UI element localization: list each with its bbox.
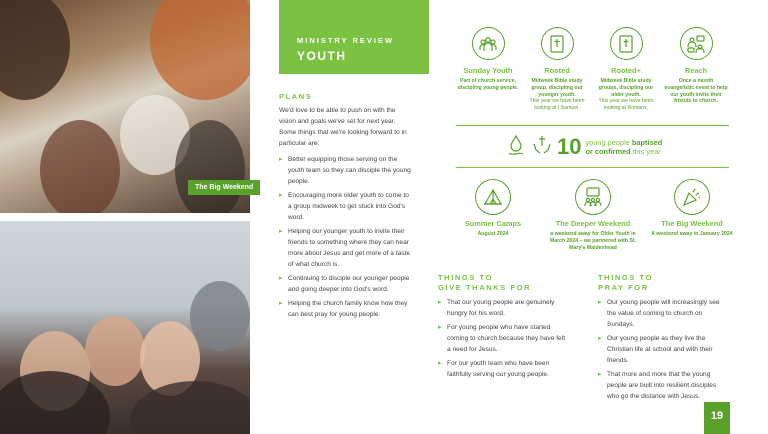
plans-heading: PLANS (279, 92, 313, 101)
event-name: Summer Camps (464, 219, 522, 228)
ministry-reach (664, 27, 728, 105)
page-title: YOUTH (297, 49, 347, 63)
list-item: ▸ Encouraging more older youth to come to a group midweek to get stuck into God's word. (279, 190, 414, 223)
water-drop-icon (507, 134, 525, 161)
presentation-icon (575, 179, 611, 215)
ministry-desc: Midweek Bible study group, discipling our younger youth. (531, 78, 583, 98)
pray-heading: THINGS TO PRAY FOR (598, 273, 654, 292)
list-item: ▸ That our young people are genuinely hungry for his word. (438, 297, 568, 319)
ministry-rooted (525, 27, 589, 112)
plans-intro: We'd love to be able to push on with the vision and goals we've set for next year. Some things that we're looking forward to in particular are: (279, 107, 407, 147)
ministry-extra: This year we have been looking at I Samuel. (529, 98, 585, 112)
group-icon (472, 27, 505, 60)
list-item: ▸ Better equipping those serving on the youth team so they can disciple the young people. (279, 154, 414, 187)
plans-list (279, 154, 414, 323)
section-title-box (279, 0, 429, 74)
list-item: ▸ Helping our younger youth to invite their friends to something where they can hear more about Jesus and get more of a taste of what church is. (279, 226, 414, 270)
thanks-list (438, 297, 568, 383)
tent-icon (475, 179, 511, 215)
bible-icon (541, 27, 574, 60)
event-desc: A weekend away in January 2024 (651, 231, 733, 237)
list-item: ▸ For young people who have started coming to church because they have felt a need for Jesus. (438, 322, 568, 355)
ministry-desc: Midweek Bible study groups, discipling our older youth. (598, 78, 654, 98)
cross-hands-icon (531, 134, 553, 161)
photo-youth-group-bottom (0, 221, 250, 434)
page-number: 19 (704, 402, 730, 434)
chat-icon (680, 27, 713, 60)
event-name: The Big Weekend (661, 219, 723, 228)
ministry-extra: This year we have been looking at Romans. (598, 98, 654, 112)
section-label: MINISTRY REVIEW (297, 36, 395, 45)
ministry-sunday-youth (456, 27, 520, 92)
stat-number: 10 (557, 134, 582, 159)
ministry-name: Sunday Youth (463, 66, 513, 75)
ministry-name: Reach (684, 66, 708, 75)
divider (456, 125, 729, 126)
photo-caption: The Big Weekend (188, 180, 260, 195)
list-item: ▸ For our youth team who have been faithfully serving our young people. (438, 358, 568, 380)
baptism-stat (507, 132, 727, 162)
event-name: The Deeper Weekend (555, 219, 631, 228)
ministry-desc: Once a month evangelistic event to help our youth invite their friends to church. (664, 78, 728, 105)
list-item: ▸ That more and more that the young people are built into resilient disciples who go the distance with Jesus. (598, 369, 728, 402)
pray-list (598, 297, 728, 405)
list-item: ▸ Our young people will increasingly see the value of coming to church on Sundays. (598, 297, 728, 330)
ministry-desc: Part of church service, discipling young people. (457, 78, 519, 91)
event-desc: August 2024 (477, 231, 509, 237)
list-item: ▸ Continuing to disciple our younger people and going deeper into God's word. (279, 273, 414, 295)
list-item: ▸ Our young people as they live the Christian life at school and with their friends. (598, 333, 728, 366)
bible-icon (610, 27, 643, 60)
thanks-heading: THINGS TO GIVE THANKS FOR (438, 273, 532, 292)
divider (456, 167, 729, 168)
stat-text: young people baptised or confirmed this year (585, 138, 663, 156)
ministry-name: Rooted+ (611, 66, 641, 75)
party-popper-icon (674, 179, 710, 215)
ministry-rooted-plus (594, 27, 658, 112)
ministry-name: Rooted (544, 66, 570, 75)
list-item: ▸ Helping the church family know how they can best pray for young people. (279, 298, 414, 320)
event-desc: a weekend away for Older Youth in March 2024 – we partnered with St. Mary's Maidenhead (549, 231, 637, 251)
event-summer-camps (448, 179, 538, 238)
event-big-weekend (647, 179, 737, 238)
event-deeper-weekend (548, 179, 638, 251)
